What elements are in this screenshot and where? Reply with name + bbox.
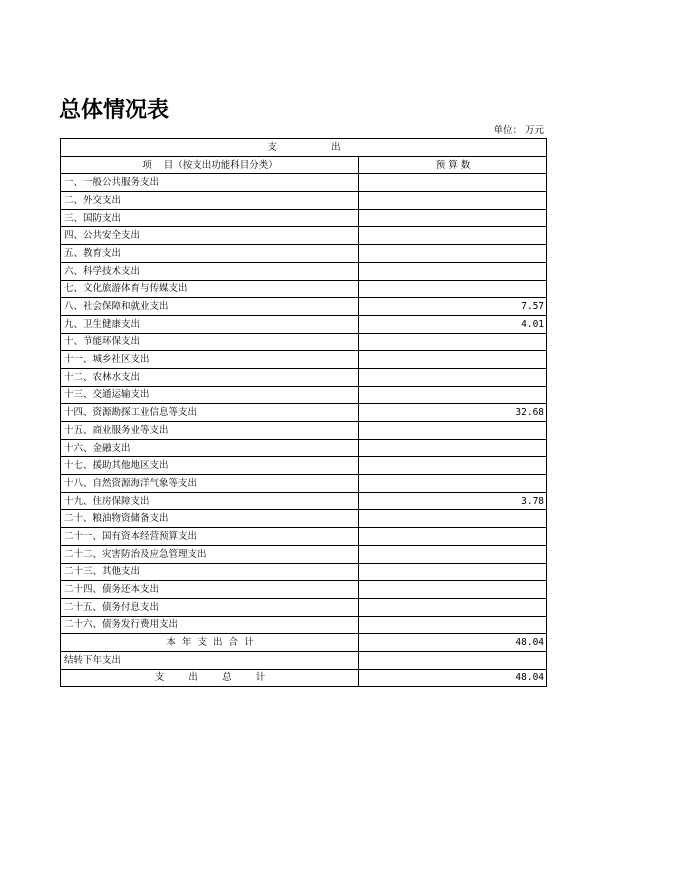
table-row: [61, 192, 547, 210]
item-label-cell: 十七、援助其他地区支出: [61, 457, 359, 475]
table-row: [61, 333, 547, 351]
item-value-cell: [359, 386, 547, 404]
item-value-cell: [359, 422, 547, 440]
item-label-cell: 二十六、债务发行费用支出: [61, 616, 359, 634]
item-value-cell: 4.01: [359, 315, 547, 333]
item-value-cell: [359, 368, 547, 386]
item-value-cell: 7.57: [359, 298, 547, 316]
item-label-cell: 结转下年支出: [61, 651, 359, 669]
item-value-cell: [359, 598, 547, 616]
item-label-cell: 五、教育支出: [61, 245, 359, 263]
item-label-cell: 十、节能环保支出: [61, 333, 359, 351]
table-row: [61, 563, 547, 581]
table-row: [61, 351, 547, 369]
item-value-cell: [359, 439, 547, 457]
table-row: [61, 422, 547, 440]
item-value-cell: [359, 280, 547, 298]
item-value-cell: [359, 333, 547, 351]
table-row: [61, 368, 547, 386]
table-row: [61, 280, 547, 298]
table-row: [61, 616, 547, 634]
item-label-cell: 十三、交通运输支出: [61, 386, 359, 404]
header-budget-cell: 预 算 数: [359, 156, 547, 174]
item-label-cell: 十四、资源勘探工业信息等支出: [61, 404, 359, 422]
table-row: [61, 598, 547, 616]
item-label-cell: 二十一、国有资本经营预算支出: [61, 528, 359, 546]
item-value-cell: [359, 262, 547, 280]
table-row: [61, 174, 547, 192]
item-value-cell: [359, 510, 547, 528]
item-value-cell: [359, 616, 547, 634]
item-label-cell: 一、一般公共服务支出: [61, 174, 359, 192]
table-row: [61, 528, 547, 546]
header-section-cell: 支 出: [61, 139, 547, 157]
budget-table: [60, 138, 547, 687]
item-label-cell: 三、国防支出: [61, 209, 359, 227]
table-row: [61, 475, 547, 493]
item-label-cell: 九、卫生健康支出: [61, 315, 359, 333]
item-value-cell: [359, 457, 547, 475]
item-value-cell: [359, 192, 547, 210]
item-label-cell: 二十、粮油物资储备支出: [61, 510, 359, 528]
table-row: [61, 510, 547, 528]
item-label-cell: 七、文化旅游体育与传媒支出: [61, 280, 359, 298]
table-row: [61, 457, 547, 475]
item-value-cell: [359, 209, 547, 227]
item-label-cell: 十五、商业服务业等支出: [61, 422, 359, 440]
item-label-cell: 二十三、其他支出: [61, 563, 359, 581]
item-label-cell: 十六、金融支出: [61, 439, 359, 457]
table-row: [61, 227, 547, 245]
item-value-cell: [359, 651, 547, 669]
header-item-cell: 项 目（按支出功能科目分类）: [61, 156, 359, 174]
total-row: [61, 669, 547, 687]
item-label-cell: 支 出 总 计: [61, 669, 359, 687]
item-value-cell: 32.68: [359, 404, 547, 422]
item-label-cell: 十二、农林水支出: [61, 368, 359, 386]
item-value-cell: [359, 528, 547, 546]
table-row: [61, 245, 547, 263]
table-row: [61, 262, 547, 280]
table-row: [61, 315, 547, 333]
item-value-cell: [359, 351, 547, 369]
item-value-cell: [359, 245, 547, 263]
table-row: [61, 386, 547, 404]
item-value-cell: 48.04: [359, 634, 547, 652]
table-row: [61, 404, 547, 422]
carryover-row: [61, 651, 547, 669]
item-label-cell: 十一、城乡社区支出: [61, 351, 359, 369]
subtotal-row: [61, 634, 547, 652]
item-value-cell: [359, 563, 547, 581]
item-label-cell: 本 年 支 出 合 计: [61, 634, 359, 652]
item-value-cell: [359, 581, 547, 599]
item-label-cell: 二、外交支出: [61, 192, 359, 210]
item-value-cell: 3.78: [359, 492, 547, 510]
table-row: [61, 298, 547, 316]
header-section-row: [61, 139, 547, 157]
item-label-cell: 四、公共安全支出: [61, 227, 359, 245]
item-value-cell: [359, 227, 547, 245]
header-columns-row: [61, 156, 547, 174]
unit-label: 单位： 万元: [493, 125, 544, 136]
item-label-cell: 二十二、灾害防治及应急管理支出: [61, 545, 359, 563]
item-value-cell: [359, 475, 547, 493]
table-row: [61, 545, 547, 563]
item-label-cell: 六、科学技术支出: [61, 262, 359, 280]
item-label-cell: 八、社会保障和就业支出: [61, 298, 359, 316]
page-title: 总体情况表: [59, 98, 170, 123]
table-row: [61, 581, 547, 599]
table-row: [61, 209, 547, 227]
item-label-cell: 二十四、债务还本支出: [61, 581, 359, 599]
item-label-cell: 二十五、债务付息支出: [61, 598, 359, 616]
item-value-cell: 48.04: [359, 669, 547, 687]
item-label-cell: 十八、自然资源海洋气象等支出: [61, 475, 359, 493]
table-row: [61, 439, 547, 457]
item-value-cell: [359, 174, 547, 192]
table-row: [61, 492, 547, 510]
item-value-cell: [359, 545, 547, 563]
item-label-cell: 十九、住房保障支出: [61, 492, 359, 510]
